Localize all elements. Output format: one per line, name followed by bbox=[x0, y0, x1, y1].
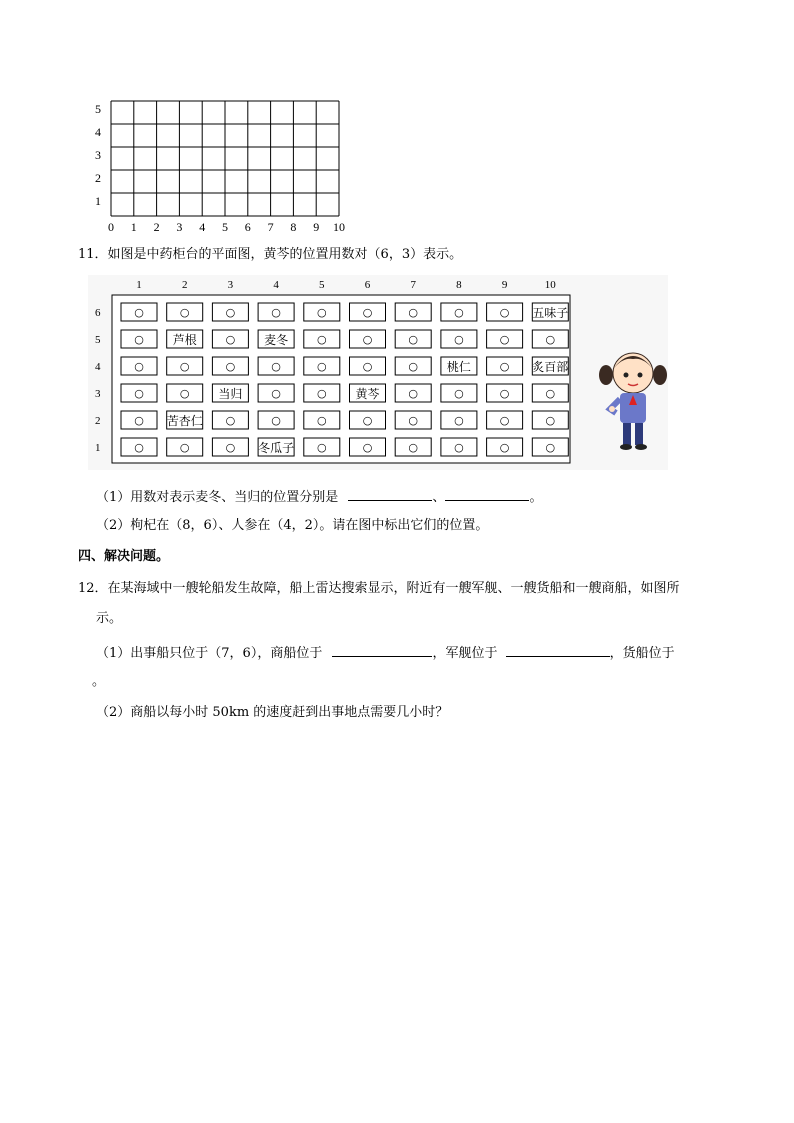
drawer-label: 炙百部 bbox=[532, 360, 569, 374]
drawer-knob-icon: ○ bbox=[499, 306, 510, 319]
drawer-knob-icon: ○ bbox=[454, 387, 464, 400]
q12-stem-line2: 示。 bbox=[96, 611, 123, 626]
grid-x-label: 9 bbox=[313, 220, 320, 234]
answer-blank-merchant[interactable] bbox=[332, 642, 432, 657]
drawer-knob-icon: ○ bbox=[454, 333, 464, 346]
q12-sub1-end: 。 bbox=[92, 674, 106, 689]
grid-x-label: 7 bbox=[267, 220, 274, 234]
drawer-knob-icon: ○ bbox=[134, 306, 144, 319]
drawer-knob-icon: ○ bbox=[225, 306, 236, 319]
drawer-knob-icon: ○ bbox=[316, 387, 327, 400]
drawer-knob-icon: ○ bbox=[134, 441, 144, 454]
q12-sub1-b: ，军舰位于 bbox=[432, 646, 498, 661]
cabinet-col-label: 6 bbox=[364, 279, 371, 291]
cabinet-col-label: 4 bbox=[273, 279, 279, 291]
q12-sub1-c: ，货船位于 bbox=[609, 646, 675, 661]
answer-blank-warship[interactable] bbox=[506, 642, 610, 657]
drawer-knob-icon: ○ bbox=[362, 306, 373, 319]
answer-blank-maidong[interactable] bbox=[348, 486, 432, 501]
q11-sub1-end: 。 bbox=[529, 490, 543, 505]
drawer-knob-icon: ○ bbox=[225, 441, 236, 454]
medicine-cabinet-figure bbox=[88, 275, 668, 470]
grid-x-label: 10 bbox=[333, 220, 345, 234]
drawer-knob-icon: ○ bbox=[499, 387, 510, 400]
drawer-knob-icon: ○ bbox=[545, 333, 556, 346]
drawer-knob-icon: ○ bbox=[225, 333, 236, 346]
drawer-knob-icon: ○ bbox=[179, 360, 190, 373]
drawer-knob-icon: ○ bbox=[408, 360, 419, 373]
grid-x-label: 0 bbox=[108, 220, 114, 234]
drawer-knob-icon: ○ bbox=[316, 441, 327, 454]
drawer-knob-icon: ○ bbox=[316, 360, 327, 373]
drawer-knob-icon: ○ bbox=[454, 441, 464, 454]
drawer-knob-icon: ○ bbox=[271, 306, 281, 319]
q11-sub1-text: （1）用数对表示麦冬、当归的位置分别是 bbox=[96, 490, 339, 505]
cabinet-row-label: 5 bbox=[95, 334, 101, 346]
drawer-label: 麦冬 bbox=[264, 333, 289, 347]
drawer-label: 当归 bbox=[218, 387, 243, 401]
grid-y-label: 4 bbox=[95, 125, 101, 139]
q12-stem-line1: 12．在某海域中一艘轮船发生故障，船上雷达搜索显示，附近有一艘军舰、一艘货船和一艘商船，如图所 bbox=[78, 581, 680, 596]
drawer-knob-icon: ○ bbox=[362, 333, 373, 346]
drawer-knob-icon: ○ bbox=[499, 360, 510, 373]
grid-y-label: 2 bbox=[95, 171, 101, 185]
q11-sub1 bbox=[96, 486, 542, 507]
cabinet-col-label: 2 bbox=[181, 279, 188, 291]
drawer-knob-icon: ○ bbox=[545, 441, 556, 454]
grid-y-label: 3 bbox=[95, 148, 101, 162]
drawer-knob-icon: ○ bbox=[134, 387, 144, 400]
cabinet-col-label: 8 bbox=[456, 279, 462, 291]
drawer-knob-icon: ○ bbox=[408, 441, 419, 454]
q11-sub1-sep: 、 bbox=[432, 490, 446, 505]
drawer-knob-icon: ○ bbox=[408, 387, 419, 400]
drawer-knob-icon: ○ bbox=[179, 441, 190, 454]
q11-sub2: （2）枸杞在（8，6）、人参在（4，2）。请在图中标出它们的位置。 bbox=[96, 518, 489, 533]
drawer-knob-icon: ○ bbox=[499, 414, 510, 427]
cabinet-row-label: 1 bbox=[95, 442, 101, 454]
cabinet-col-label: 9 bbox=[501, 279, 508, 291]
grid-x-label: 6 bbox=[244, 220, 251, 234]
drawer-knob-icon: ○ bbox=[225, 360, 236, 373]
cabinet-row-label: 2 bbox=[95, 415, 101, 427]
grid-x-label: 8 bbox=[290, 220, 297, 234]
cabinet-row-label: 6 bbox=[95, 307, 101, 319]
cabinet-row-label: 4 bbox=[95, 361, 101, 373]
cabinet-col-label: 10 bbox=[544, 279, 556, 291]
drawer-label: 黄芩 bbox=[355, 387, 380, 401]
drawer-knob-icon: ○ bbox=[362, 360, 373, 373]
drawer-knob-icon: ○ bbox=[408, 306, 419, 319]
q12-sub2: （2）商船以每小时 50km 的速度赶到出事地点需要几小时？ bbox=[96, 705, 449, 720]
drawer-knob-icon: ○ bbox=[499, 441, 510, 454]
answer-blank-danggui[interactable] bbox=[445, 486, 529, 501]
grid-x-label: 1 bbox=[130, 220, 137, 234]
grid-y-label: 5 bbox=[95, 102, 101, 116]
drawer-knob-icon: ○ bbox=[362, 441, 373, 454]
grid-x-label: 2 bbox=[153, 220, 160, 234]
cabinet-col-label: 5 bbox=[319, 279, 325, 291]
drawer-label: 苦杏仁 bbox=[166, 414, 203, 428]
cabinet-col-label: 1 bbox=[136, 279, 142, 291]
drawer-label: 冬瓜子 bbox=[258, 441, 295, 455]
grid-x-label: 3 bbox=[176, 220, 183, 234]
drawer-knob-icon: ○ bbox=[316, 306, 327, 319]
q12-sub1-a: （1）出事船只位于（7，6），商船位于 bbox=[96, 646, 323, 661]
grid-x-label: 4 bbox=[199, 220, 206, 234]
drawer-knob-icon: ○ bbox=[316, 414, 327, 427]
drawer-knob-icon: ○ bbox=[271, 360, 281, 373]
drawer-knob-icon: ○ bbox=[545, 387, 556, 400]
drawer-knob-icon: ○ bbox=[454, 414, 464, 427]
drawer-knob-icon: ○ bbox=[271, 387, 281, 400]
q11-stem: 11．如图是中药柜台的平面图，黄芩的位置用数对（6，3）表示。 bbox=[78, 247, 463, 262]
drawer-knob-icon: ○ bbox=[408, 333, 419, 346]
drawer-knob-icon: ○ bbox=[545, 414, 556, 427]
drawer-knob-icon: ○ bbox=[454, 306, 464, 319]
drawer-knob-icon: ○ bbox=[134, 333, 144, 346]
drawer-label: 桃仁 bbox=[446, 360, 471, 374]
drawer-label: 芦根 bbox=[172, 333, 197, 347]
drawer-knob-icon: ○ bbox=[408, 414, 419, 427]
cabinet-row-label: 3 bbox=[95, 388, 101, 400]
section-heading: 四、解决问题。 bbox=[78, 549, 170, 564]
drawer-knob-icon: ○ bbox=[179, 306, 190, 319]
grid-x-label: 5 bbox=[222, 220, 228, 234]
drawer-knob-icon: ○ bbox=[499, 333, 510, 346]
coordinate-grid bbox=[90, 95, 350, 240]
drawer-knob-icon: ○ bbox=[316, 333, 327, 346]
drawer-label: 五味子 bbox=[532, 306, 569, 320]
drawer-knob-icon: ○ bbox=[134, 360, 144, 373]
drawer-knob-icon: ○ bbox=[225, 414, 236, 427]
cabinet-col-label: 7 bbox=[410, 279, 416, 291]
drawer-knob-icon: ○ bbox=[362, 414, 373, 427]
cabinet-col-label: 3 bbox=[227, 279, 234, 291]
q12-sub1 bbox=[96, 642, 675, 663]
drawer-knob-icon: ○ bbox=[134, 414, 144, 427]
drawer-knob-icon: ○ bbox=[271, 414, 281, 427]
drawer-knob-icon: ○ bbox=[179, 387, 190, 400]
grid-y-label: 1 bbox=[95, 194, 101, 208]
